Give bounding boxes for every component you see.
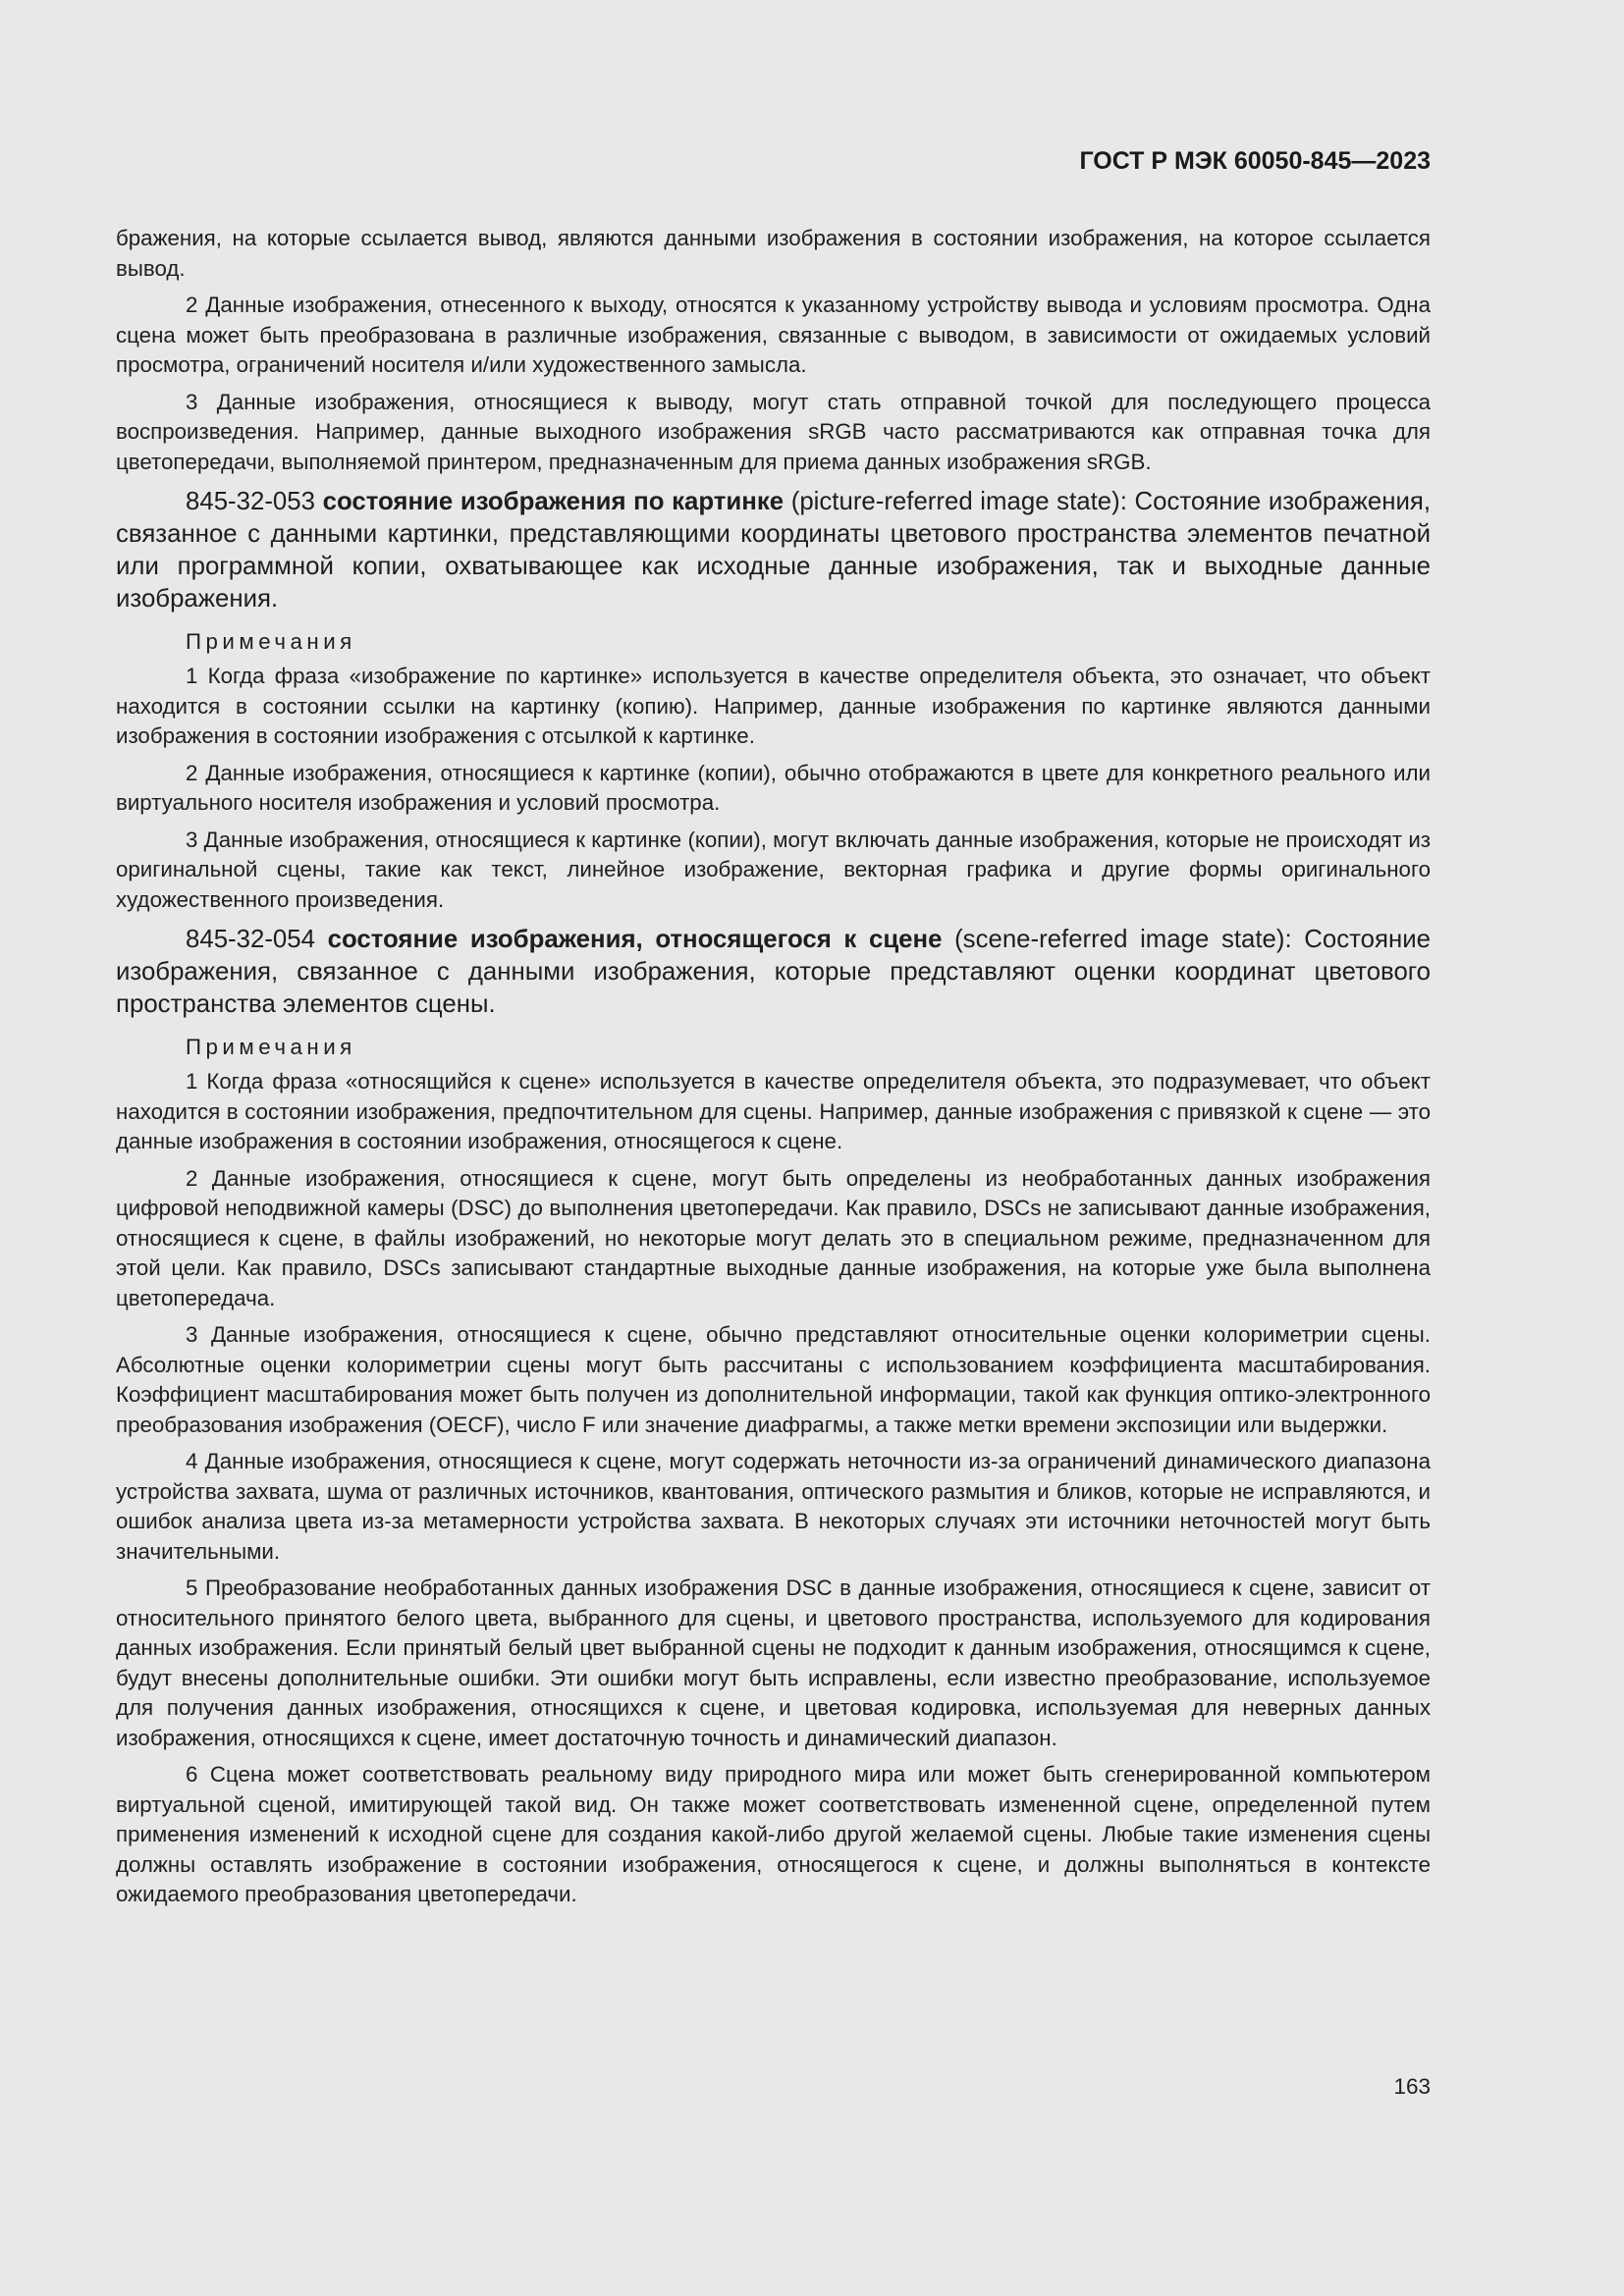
- term-definition: (scene-referred image state): Состояние изображения, связанное с данными изображения, которые представляют оценки координат цветового пространства элементов сцены.: [116, 926, 1431, 1018]
- page-content: [116, 224, 1431, 1917]
- standard-designation: ГОСТ Р МЭК 60050-845—2023: [1079, 147, 1431, 175]
- intro-continuation: бражения, на которые ссылается вывод, являются данными изображения в состоянии изображения, на которое ссылается вывод.: [116, 226, 1431, 281]
- term-number: 845-32-054: [186, 926, 328, 953]
- term-053-note-2: 2 Данные изображения, относящиеся к картинке (копии), обычно отображаются в цвете для конкретного реального или виртуального носителя изображения и условий просмотра.: [116, 760, 1431, 815]
- term-845-32-054: [116, 924, 1431, 1021]
- term-definition: (picture-referred image state): Состояние изображения, связанное с данными картинки, представляющими координаты цветового пространства элементов печатной или программной копии, охватывающее как исходные данные изображения, так и выходные данные изображения.: [116, 488, 1431, 613]
- term-number: 845-32-053: [186, 488, 323, 515]
- term-054-note-3: 3 Данные изображения, относящиеся к сцене, обычно представляют относительные оценки колориметрии сцены. Абсолютные оценки колориметрии сцены могут быть рассчитаны с использованием коэффициента масштабирования. Коэффициент масштабирования может быть получен из дополнительной информации, такой как функция оптико-электронного преобразования изображения (OECF), число F или значение диафрагмы, а также метки времени экспозиции или выдержки.: [116, 1322, 1431, 1437]
- notes-heading: Примечания: [186, 1035, 356, 1059]
- page-number: 163: [1393, 2074, 1431, 2099]
- notes-heading: Примечания: [186, 629, 356, 654]
- term-053-note-3: 3 Данные изображения, относящиеся к картинке (копии), могут включать данные изображения, которые не происходят из оригинальной сцены, такие как текст, линейное изображение, векторная графика и другие формы оригинального художественного произведения.: [116, 827, 1431, 912]
- term-053-note-1: 1 Когда фраза «изображение по картинке» используется в качестве определителя объекта, это означает, что объект находится в состоянии ссылки на картинку (копию). Например, данные изображения по картинке являются данными изображения в состоянии изображения с отсылкой к картинке.: [116, 664, 1431, 748]
- term-name: состояние изображения, относящегося к сцене: [327, 926, 943, 953]
- term-054-note-2: 2 Данные изображения, относящиеся к сцене, могут быть определены из необработанных данных изображения цифровой неподвижной камеры (DSC) до выполнения цветопередачи. Как правило, DSCs не записывают данные изображения, относящиеся к сцене, в файлы изображений, но некоторые могут делать это в специальном режиме, предназначенном для этой цели. Как правило, DSCs записывают стандартные выходные данные изображения, на которые уже была выполнена цветопередача.: [116, 1165, 1431, 1310]
- term-054-note-1: 1 Когда фраза «относящийся к сцене» используется в качестве определителя объекта, это подразумевает, что объект находится в состоянии изображения, предпочтительном для сцены. Например, данные изображения с привязкой к сцене — это данные изображения в состоянии изображения, относящегося к сцене.: [116, 1069, 1431, 1153]
- term-054-note-4: 4 Данные изображения, относящиеся к сцене, могут содержать неточности из-за ограничений динамического диапазона устройства захвата, шума от различных источников, квантования, оптического размытия и бликов, которые не исправляются, и ошибок анализа цвета из-за метамерности устройства захвата. В некоторых случаях эти источники неточностей могут быть значительными.: [116, 1449, 1431, 1564]
- term-name: состояние изображения по картинке: [322, 488, 785, 515]
- intro-note-2: 2 Данные изображения, отнесенного к выходу, относятся к указанному устройству вывода и условиям просмотра. Одна сцена может быть преобразована в различные изображения, связанные с выводом, в зависимости от ожидаемых условий просмотра, ограничений носителя и/или художественного замысла.: [116, 293, 1431, 377]
- term-845-32-053: [116, 486, 1431, 615]
- term-054-note-5: 5 Преобразование необработанных данных изображения DSC в данные изображения, относящиеся к сцене, зависит от относительного принятого белого цвета, выбранного для сцены, и цветового пространства, используемого для кодирования данных изображения. Если принятый белый цвет выбранной сцены не подходит к данным изображения, относящимся к сцене, будут внесены дополнительные ошибки. Эти ошибки могут быть исправлены, если известно преобразование, используемое для получения данных изображения, относящихся к сцене, и цветовая кодировка, используемая для неверных данных изображения, относящихся к сцене, имеет достаточную точность и динамический диапазон.: [116, 1575, 1431, 1750]
- intro-note-3: 3 Данные изображения, относящиеся к выводу, могут стать отправной точкой для последующего процесса воспроизведения. Например, данные выходного изображения sRGB часто рассматриваются как отправная точка для цветопередачи, выполняемой принтером, предназначенным для приема данных изображения sRGB.: [116, 389, 1431, 474]
- term-054-note-6: 6 Сцена может соответствовать реальному виду природного мира или может быть сгенерированной компьютером виртуальной сценой, имитирующей такой вид. Он также может соответствовать измененной сцене, определенной путем применения изменений к исходной сцене для создания какой-либо другой желаемой сцены. Любые такие изменения сцены должны оставлять изображение в состоянии изображения, относящегося к сцене, и должны выполняться в контексте ожидаемого преобразования цветопередачи.: [116, 1762, 1431, 1906]
